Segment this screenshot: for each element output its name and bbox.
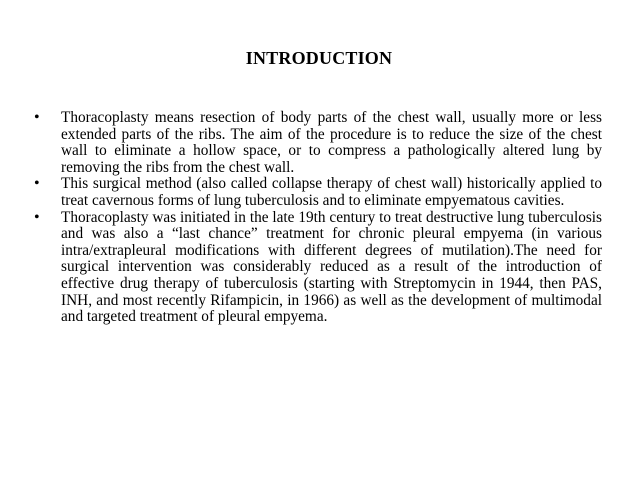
bullet-list <box>34 110 602 326</box>
bullet-text: This surgical method (also called collapse therapy of chest wall) historically applied to treat cavernous forms of lung tuberculosis and to eliminate empyematous cavities. <box>61 175 602 209</box>
slide-title: INTRODUCTION <box>245 48 393 68</box>
bullet-item <box>34 210 602 326</box>
bullet-text: Thoracoplasty was initiated in the late 19th century to treat destructive lung tuberculosis and was also a “last chance” treatment for chronic pleural empyema (in various intra/extrapleural modifications with different degrees of mutilation).The need for surgical intervention was considerably reduced as a result of the introduction of effective drug therapy of tuberculosis (starting with Streptomycin in 1944, then PAS, INH, and most recently Rifampicin, in 1966) as well as the development of multimodal and targeted treatment of pleural empyema. <box>61 208 602 326</box>
bullet-marker-icon: • <box>34 175 40 193</box>
bullet-text: Thoracoplasty means resection of body parts of the chest wall, usually more or less extended parts of the ribs. The aim of the procedure is to reduce the size of the chest wall to eliminate a hollow space, or to compress a pathologically altered lung by removing the ribs from the chest wall. <box>61 109 602 176</box>
bullet-marker-icon: • <box>34 109 40 126</box>
bullet-item <box>34 176 602 209</box>
bullet-item <box>34 110 602 176</box>
bullet-marker-icon: • <box>34 208 40 226</box>
